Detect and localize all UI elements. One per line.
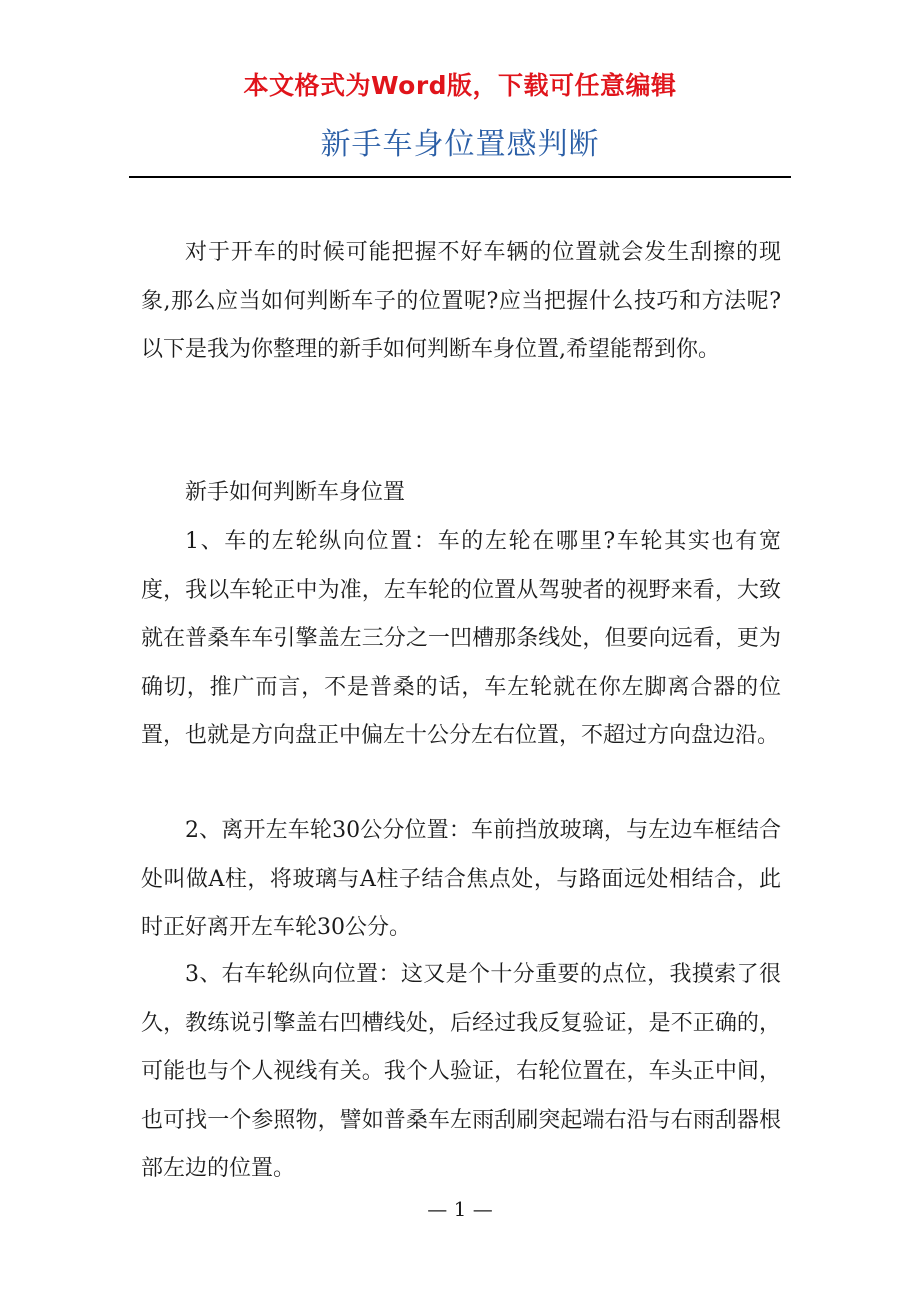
document-title: 新手车身位置感判断 <box>320 127 600 162</box>
intro-paragraph: 对于开车的时候可能把握不好车辆的位置就会发生刮擦的现象,那么应当如何判断车子的位置呢?应当把握什么技巧和方法呢?以下是我为你整理的新手如何判断车身位置,希望能帮到你。 <box>141 240 781 362</box>
paragraph-30cm-position: 2、离开左车轮30公分位置：车前挡放玻璃，与左边车框结合处叫做A柱，将玻璃与A柱子结合焦点处，与路面远处相结合，此时正好离开左车轮30公分。 <box>141 818 781 940</box>
section-heading: 新手如何判断车身位置 <box>185 480 406 505</box>
format-notice-banner: 本文格式为Word版，下载可任意编辑 <box>243 71 677 100</box>
title-divider <box>129 176 791 178</box>
page-number: — 1 — <box>427 1197 493 1221</box>
paragraph-right-wheel: 3、右车轮纵向位置：这又是个十分重要的点位，我摸索了很久，教练说引擎盖右凹槽线处，后经过我反复验证，是不正确的，可能也与个人视线有关。我个人验证，右轮位置在，车头正中间，也可找一个参照物，譬如普桑车左雨刮刷突起端右沿与右雨刮器根部左边的位置。 <box>141 962 781 1181</box>
paragraph-left-wheel: 1、车的左轮纵向位置：车的左轮在哪里?车轮其实也有宽度，我以车轮正中为准，左车轮的位置从驾驶者的视野来看，大致就在普桑车车引擎盖左三分之一凹槽那条线处，但要向远看，更为确切，推广而言，不是普桑的话，车左轮就在你左脚离合器的位置，也就是方向盘正中偏左十公分左右位置，不超过方向盘边沿。 <box>141 529 781 748</box>
